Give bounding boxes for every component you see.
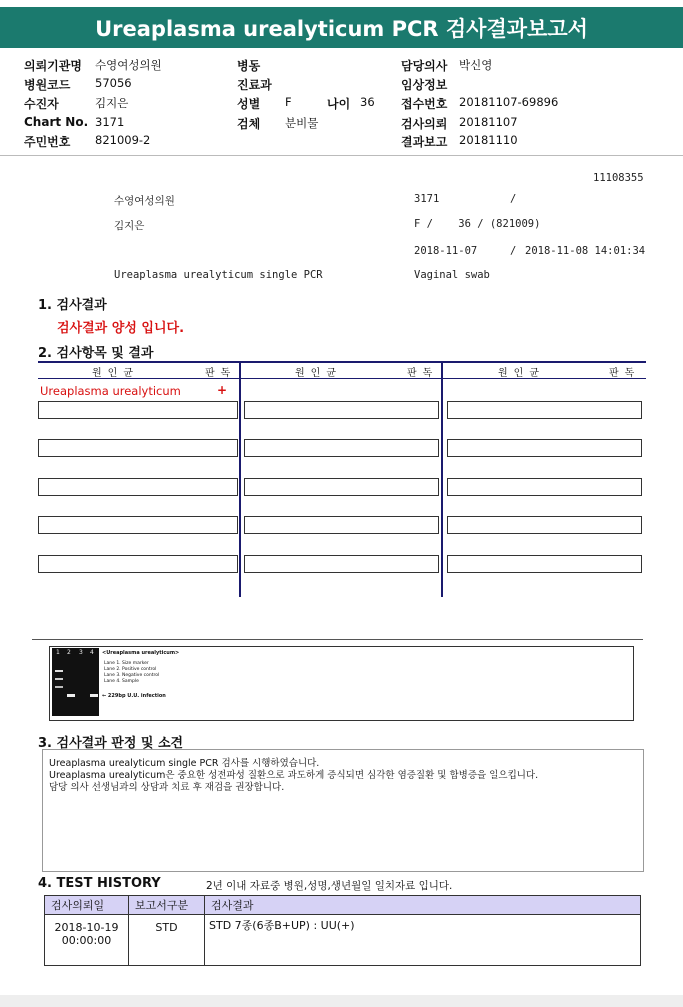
gel-band bbox=[55, 678, 63, 680]
positive-result-text: 검사결과 양성 입니다. bbox=[57, 321, 185, 336]
results-column-divider-1 bbox=[239, 361, 241, 597]
value-receipt-no: 20181107-69896 bbox=[459, 95, 559, 109]
value-patient: 김지은 bbox=[95, 96, 129, 110]
label-clinic: 의뢰기관명 bbox=[24, 59, 82, 73]
label-age: 나이 bbox=[327, 97, 351, 111]
report-title: Ureaplasma urealyticum PCR 검사결과보고서 bbox=[0, 7, 683, 48]
col-judge-2: 판독 bbox=[407, 368, 439, 379]
result-box bbox=[244, 516, 439, 534]
value-resident-no: 821009-2 bbox=[95, 133, 151, 147]
col-judge-1: 판독 bbox=[205, 368, 237, 379]
summary-sex-age: F / 36 / (821009) bbox=[414, 218, 541, 230]
gel-band bbox=[55, 686, 63, 688]
result-box bbox=[447, 516, 642, 534]
col-judge-3: 판독 bbox=[609, 368, 641, 379]
opinion-line-2: Ureaplasma urealyticum은 중요한 성전파성 질환으로 과도하게 증식되면 심각한 염증질환 및 합병증을 일으킵니다. bbox=[49, 770, 539, 781]
label-sex: 성별 bbox=[237, 97, 261, 111]
result-box bbox=[244, 555, 439, 573]
table-row bbox=[45, 915, 641, 966]
label-clinical-info: 임상정보 bbox=[401, 78, 448, 92]
result-box bbox=[447, 401, 642, 419]
results-column-divider-2 bbox=[441, 361, 443, 597]
info-divider bbox=[0, 155, 683, 156]
opinion-line-1: Ureaplasma urealyticum single PCR 검사를 시행하였습니다. bbox=[49, 758, 320, 769]
result-box bbox=[38, 516, 238, 534]
result-box bbox=[38, 555, 238, 573]
summary-chart: 3171 bbox=[414, 193, 440, 205]
summary-date-to: 2018-11-08 14:01:34 bbox=[525, 245, 646, 257]
value-report-date: 20181110 bbox=[459, 133, 518, 147]
summary-specimen: Vaginal swab bbox=[414, 269, 490, 281]
label-chart-no: Chart No. bbox=[24, 115, 89, 129]
label-patient: 수진자 bbox=[24, 97, 59, 111]
value-clinic: 수영여성의원 bbox=[95, 58, 162, 72]
label-ward: 병동 bbox=[237, 59, 261, 73]
gel-lane-2: 2 bbox=[67, 649, 71, 656]
result-box bbox=[447, 439, 642, 457]
value-doctor: 박신영 bbox=[459, 58, 493, 72]
result-box bbox=[447, 478, 642, 496]
result-box bbox=[447, 555, 642, 573]
gel-lane-3: 3 bbox=[79, 649, 83, 656]
item-organism-name: Ureaplasma urealyticum bbox=[40, 384, 181, 398]
col-organism-1: 원인균 bbox=[92, 368, 139, 379]
label-resident-no: 주민번호 bbox=[24, 135, 71, 149]
gel-lane-1: 1 bbox=[56, 649, 60, 656]
value-age: 36 bbox=[360, 95, 375, 109]
label-receipt-no: 접수번호 bbox=[401, 97, 448, 111]
value-specimen: 분비물 bbox=[285, 116, 319, 130]
gel-band bbox=[90, 694, 98, 697]
history-table bbox=[44, 895, 641, 966]
gel-band bbox=[67, 694, 75, 697]
label-specimen: 검체 bbox=[237, 117, 261, 131]
value-request-date: 20181107 bbox=[459, 115, 518, 129]
result-box bbox=[244, 401, 439, 419]
gel-band-label: ← 229bp U.U. infection bbox=[102, 693, 166, 699]
col-organism-3: 원인균 bbox=[498, 368, 545, 379]
gel-heading: <Ureaplasma urealyticum> bbox=[102, 650, 180, 656]
summary-date-sep: / bbox=[510, 245, 517, 257]
summary-code: 11108355 bbox=[593, 172, 644, 184]
gel-legend-2: Lane 2. Positive control bbox=[104, 667, 157, 672]
label-department: 진료과 bbox=[237, 78, 272, 92]
gel-legend-4: Lane 4. Sample bbox=[104, 679, 139, 684]
gel-image bbox=[52, 648, 99, 716]
result-box bbox=[244, 439, 439, 457]
opinion-line-3: 담당 의사 선생님과의 상담과 치료 후 재검을 권장합니다. bbox=[49, 782, 285, 793]
summary-clinic: 수영여성의원 bbox=[114, 195, 175, 207]
footer-bar bbox=[0, 995, 683, 1007]
result-box bbox=[38, 478, 238, 496]
gel-band bbox=[55, 670, 63, 672]
value-sex: F bbox=[285, 95, 292, 109]
label-report-date: 결과보고 bbox=[401, 135, 448, 149]
result-box bbox=[244, 478, 439, 496]
value-hospital-code: 57056 bbox=[95, 76, 132, 90]
section1-title: 1. 검사결과 bbox=[38, 298, 107, 313]
gel-lane-4: 4 bbox=[90, 649, 94, 656]
result-box bbox=[38, 439, 238, 457]
result-box bbox=[38, 401, 238, 419]
history-header-date: 검사의뢰일 bbox=[45, 896, 129, 915]
history-date: 2018-10-19 bbox=[54, 921, 119, 934]
history-header-result: 검사결과 bbox=[205, 896, 641, 915]
value-chart-no: 3171 bbox=[95, 115, 125, 129]
history-time: 00:00:00 bbox=[61, 934, 112, 947]
gel-divider bbox=[32, 639, 643, 640]
section2-title: 2. 검사항목 및 결과 bbox=[38, 346, 154, 361]
item-result-positive: + bbox=[217, 383, 228, 397]
gel-legend-1: Lane 1. Size marker bbox=[104, 661, 149, 666]
col-organism-2: 원인균 bbox=[295, 368, 342, 379]
summary-patient: 김지은 bbox=[114, 220, 145, 232]
section4-title: 4. TEST HISTORY bbox=[38, 876, 161, 891]
summary-date-from: 2018-11-07 bbox=[414, 245, 478, 257]
gel-legend-3: Lane 3. Negative control bbox=[104, 673, 160, 678]
history-result: STD 7종(6종B+UP) : UU(+) bbox=[205, 915, 641, 966]
history-date-cell bbox=[45, 915, 129, 966]
label-hospital-code: 병원코드 bbox=[24, 78, 71, 92]
history-header-type: 보고서구분 bbox=[129, 896, 205, 915]
results-table-top-border bbox=[38, 361, 646, 363]
summary-chart-sep: / bbox=[510, 193, 517, 205]
summary-test: Ureaplasma urealyticum single PCR bbox=[114, 269, 323, 281]
history-type: STD bbox=[129, 915, 205, 966]
label-request-date: 검사의뢰 bbox=[401, 117, 448, 131]
label-doctor: 담당의사 bbox=[401, 59, 448, 73]
history-note: 2년 이내 자료중 병원,성명,생년월일 일치자료 입니다. bbox=[206, 880, 453, 892]
section3-title: 3. 검사결과 판정 및 소견 bbox=[38, 736, 184, 751]
